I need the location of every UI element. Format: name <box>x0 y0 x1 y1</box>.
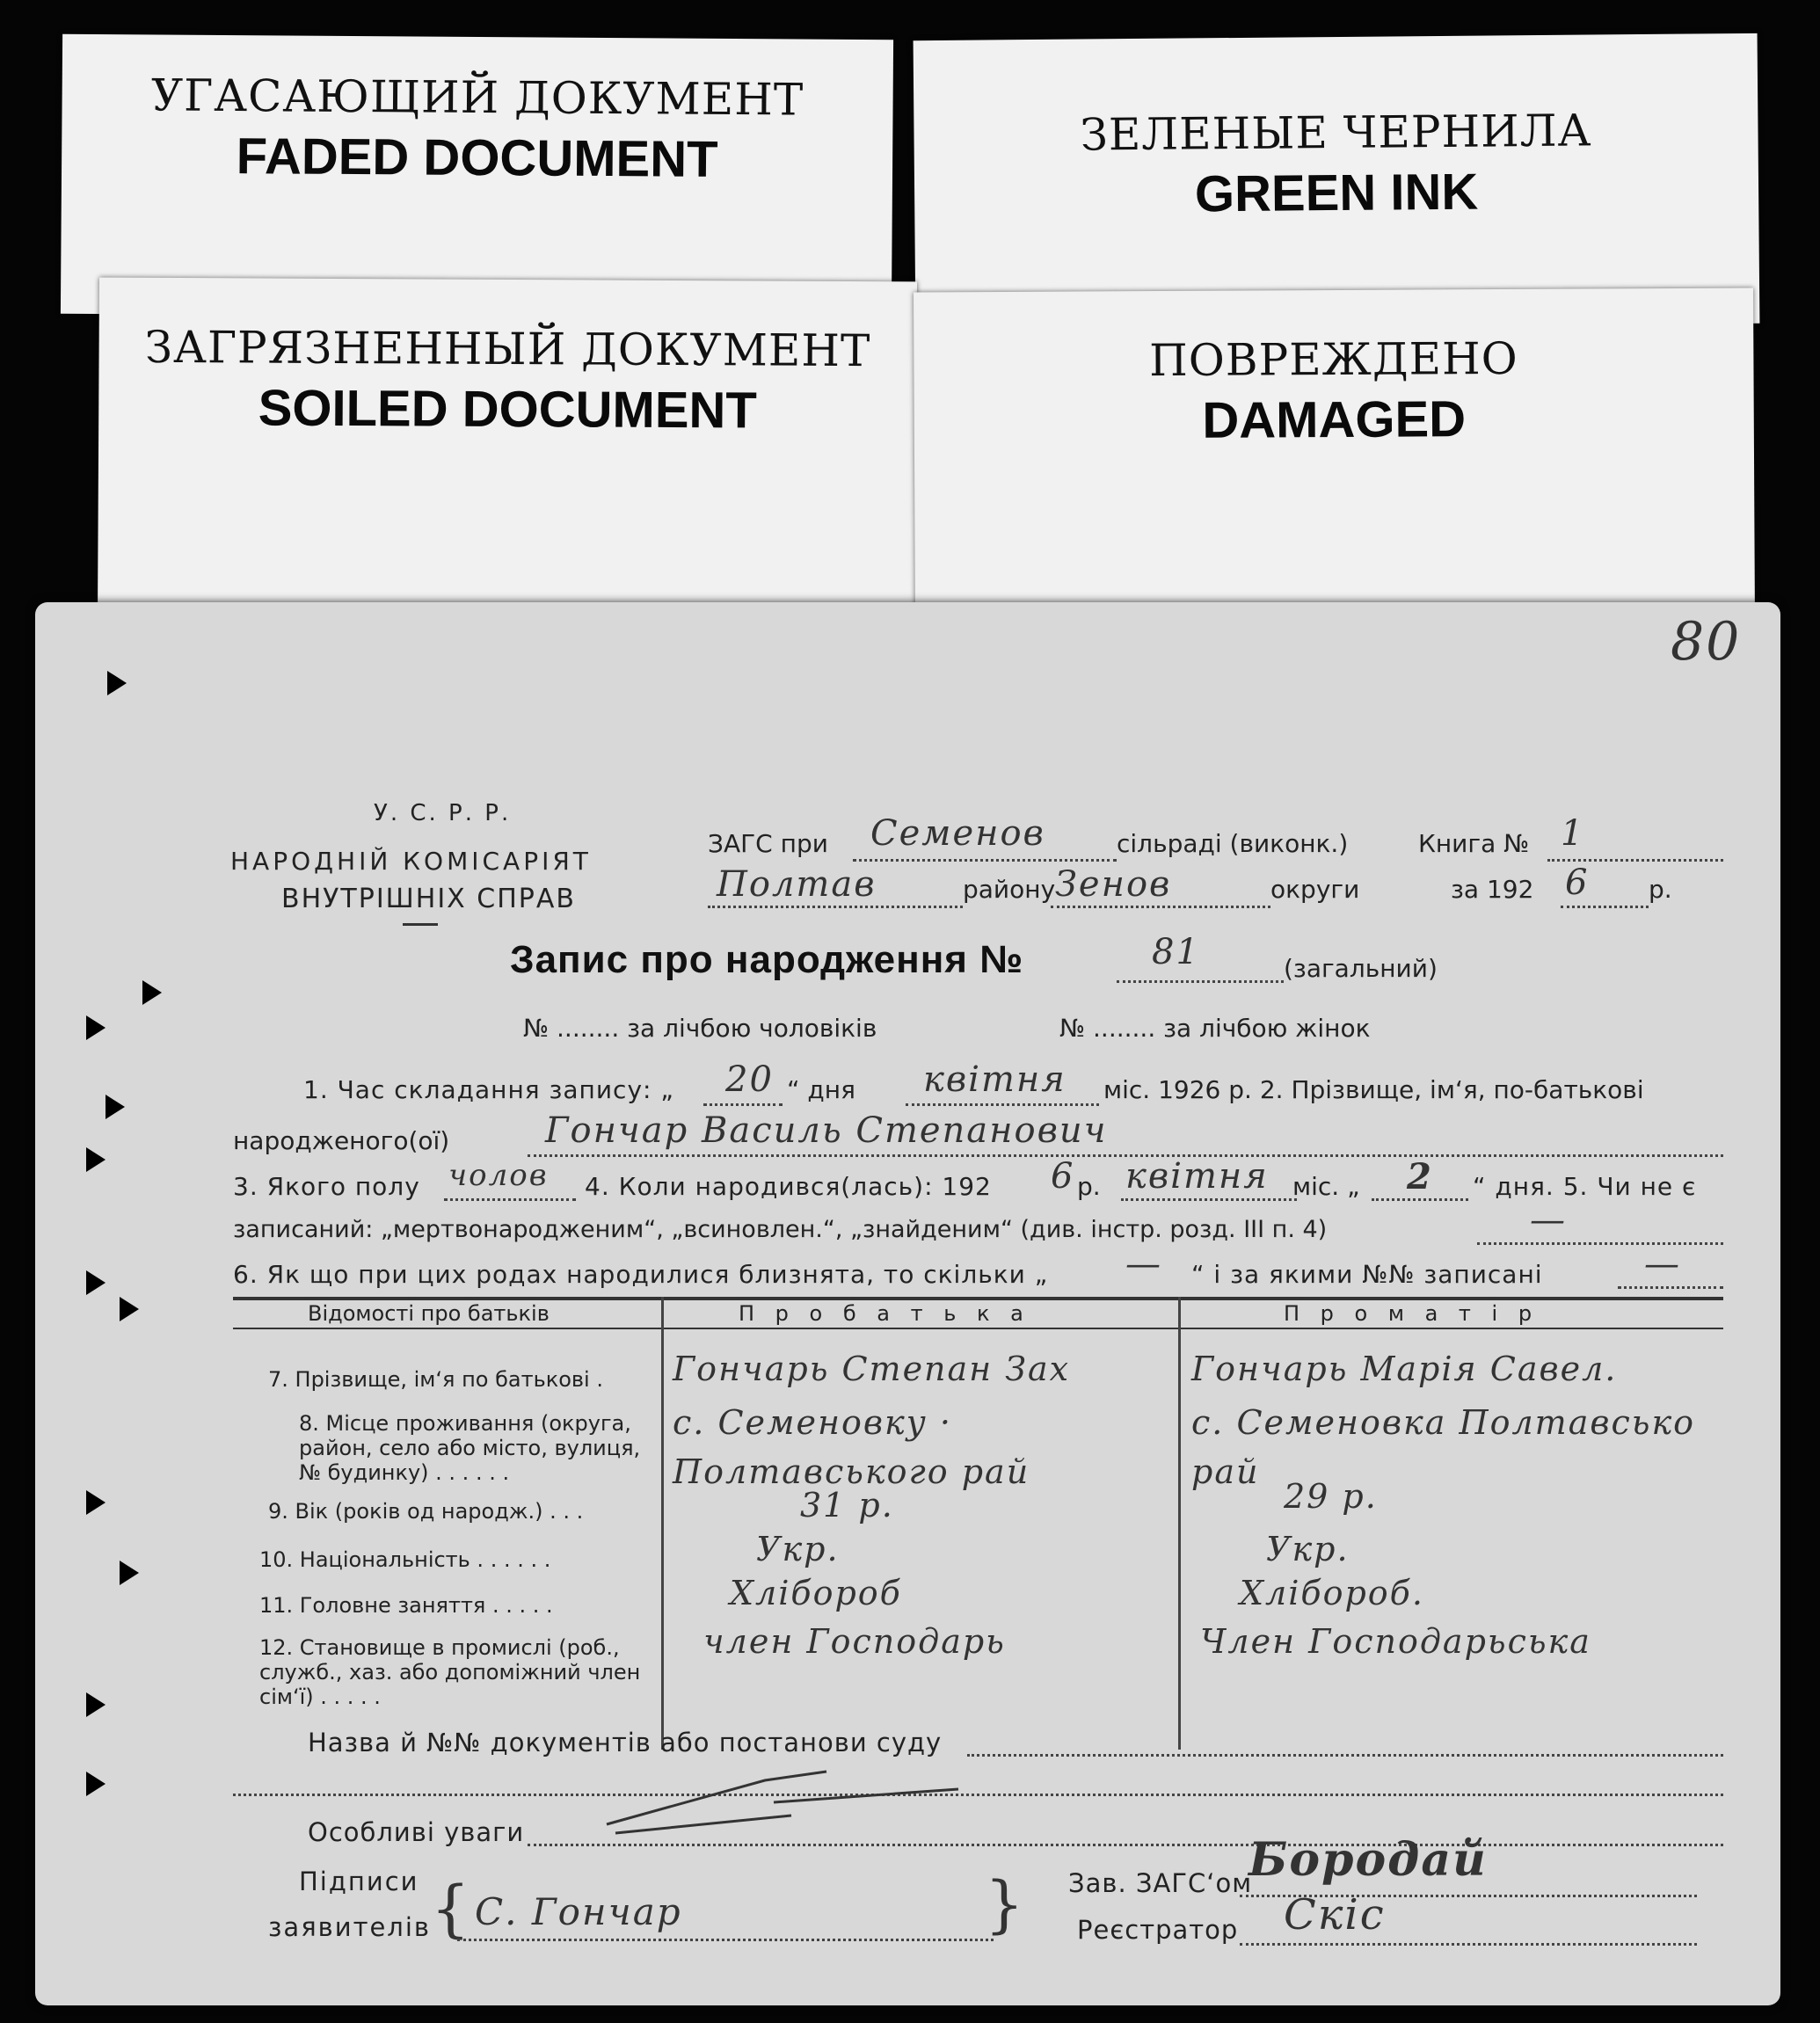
dotted-line <box>233 1794 1723 1796</box>
binder-hole <box>86 1147 106 1172</box>
sticker-en-text: FADED DOCUMENT <box>236 127 718 188</box>
dotted-line <box>853 859 1117 862</box>
applicants-label-1: Підписи <box>299 1867 419 1896</box>
zags-village-value: Семенов <box>870 813 1045 854</box>
birth-year-value: 6 <box>1051 1156 1075 1197</box>
binder-hole <box>86 1270 106 1295</box>
sticker-en-text: GREEN INK <box>1194 163 1479 223</box>
page-number: 80 <box>1671 611 1742 673</box>
item6-label: 6. Як що при цих родах народилися близнята, то скільки „ <box>233 1260 1049 1289</box>
binder-hole <box>120 1297 139 1321</box>
header-line-3: ВНУТРІШНІХ СПРАВ <box>281 884 576 914</box>
sex-value: чолов <box>448 1158 549 1193</box>
scribble-strike <box>598 1763 967 1842</box>
registrar-label: Реєстратор <box>1077 1915 1239 1945</box>
dotted-line <box>1372 1198 1468 1201</box>
applicants-label-2: заявителів <box>268 1912 431 1942</box>
record-number: 81 <box>1152 932 1200 972</box>
dotted-line <box>703 1103 783 1106</box>
item1-month: квітня <box>923 1059 1067 1100</box>
child-name-value: Гончар Василь Степанович <box>545 1110 1108 1151</box>
item5-label: записаний: „мертвонародженим“, „всиновлен.“, „знайденим“ (див. інстр. розд. III п. 4) <box>233 1216 1328 1243</box>
binder-hole <box>86 1015 106 1040</box>
row-label: 9. Вік (років од народж.) . . . <box>268 1499 584 1524</box>
notes-label: Особливі уваги <box>308 1817 525 1847</box>
dotted-line <box>1547 859 1723 862</box>
table-top-rule <box>233 1297 1723 1300</box>
documents-label: Назва й №№ документів або постанови суду <box>308 1728 943 1757</box>
okrug-label: округи <box>1270 875 1360 904</box>
dotted-line <box>457 1939 994 1941</box>
head-label: Зав. ЗАГС‘ом <box>1068 1868 1253 1898</box>
okrug-value: Зенов <box>1055 864 1172 905</box>
table-column-divider <box>661 1297 664 1750</box>
sticker-ru-text: УГАСАЮЩИЙ ДОКУМЕНТ <box>150 69 804 126</box>
district-value: Полтав <box>717 864 877 905</box>
item1-day: 20 <box>725 1059 774 1100</box>
item3-label: 3. Якого полу <box>233 1172 420 1201</box>
head-signature: Бородай <box>1249 1833 1488 1887</box>
applicant-signature: С. Гончар <box>475 1890 682 1933</box>
mother-age-value: 29 р. <box>1284 1477 1378 1516</box>
year-suffix: р. <box>1649 875 1672 904</box>
item5-intro: “ дня. 5. Чи не є <box>1473 1172 1697 1201</box>
record-title: Запис про народження № <box>510 938 1024 981</box>
sticker-ru-text: ЗАГРЯЗНЕННЫЙ ДОКУМЕНТ <box>144 321 871 377</box>
dotted-line <box>1051 906 1270 908</box>
birth-day-value: 2 <box>1407 1156 1433 1197</box>
sticker-en-text: DAMAGED <box>1202 390 1467 449</box>
row-label: 10. Національність . . . . . . <box>259 1547 551 1572</box>
binder-hole <box>120 1561 139 1585</box>
women-count-label: № ........ за лічбою жінок <box>1059 1014 1371 1043</box>
district-label: району <box>963 875 1056 904</box>
sticker-ru-text: ПОВРЕЖДЕНО <box>1149 332 1518 387</box>
binder-hole <box>86 1692 106 1717</box>
sticker-en-text: SOILED DOCUMENT <box>258 379 757 440</box>
row-label: 7. Прізвище, ім‘я по батькові . <box>268 1367 603 1392</box>
dotted-line <box>1117 980 1284 983</box>
binder-hole <box>142 980 162 1005</box>
year-label: за 192 <box>1451 875 1534 904</box>
binder-hole <box>106 1095 125 1119</box>
zags-suffix: сільраді (виконк.) <box>1117 829 1349 858</box>
birth-month-value: квітня <box>1125 1156 1269 1197</box>
brace-mark: } <box>985 1868 1024 1940</box>
dotted-line <box>967 1754 1723 1757</box>
book-value: 1 <box>1561 813 1585 854</box>
table-header-rule <box>233 1328 1723 1329</box>
dotted-line <box>1477 1242 1723 1245</box>
item4-label: 4. Коли народився(лась): 192 <box>585 1172 992 1201</box>
soiled-document-sticker <box>98 278 917 625</box>
father-occupation-value: Хлібороб <box>730 1574 902 1612</box>
row-label: 12. Становище в промислі (роб., служб., хаз. або допоміжний член сім‘ї) . . . . . <box>259 1635 641 1709</box>
dotted-line <box>906 1103 1099 1106</box>
record-title-suffix: (загальний) <box>1284 954 1438 983</box>
row-label: 8. Місце проживання (округа, район, село або місто, вулиця, № будинку) . . . . . . <box>299 1411 641 1485</box>
green-ink-sticker <box>914 33 1760 331</box>
twins-numbers-value: — <box>1644 1244 1681 1284</box>
item5-value: — <box>1530 1200 1567 1241</box>
dotted-line <box>708 906 963 908</box>
father-nationality-value: Укр. <box>756 1530 840 1568</box>
mother-name-value: Гончарь Марія Савел. <box>1191 1350 1618 1388</box>
dotted-line <box>1121 1198 1297 1201</box>
table-column-divider <box>1178 1297 1181 1750</box>
zags-prefix: ЗАГС при <box>708 829 828 858</box>
dotted-line <box>444 1198 576 1201</box>
birth-mis: міс. „ <box>1292 1172 1360 1201</box>
item1-mid: “ дня <box>787 1075 855 1104</box>
item1-label: 1. Час складання запису: „ <box>303 1075 674 1104</box>
registrar-signature: Скіс <box>1284 1890 1386 1939</box>
father-name-value: Гончарь Степан Зах <box>673 1350 1071 1388</box>
mother-position-value: Член Господарьська <box>1200 1622 1591 1661</box>
damaged-sticker <box>914 288 1755 627</box>
mother-occupation-value: Хлібороб. <box>1240 1574 1424 1612</box>
table-header-info: Відомості про батьків <box>308 1301 550 1326</box>
row-label: 11. Головне заняття . . . . . <box>259 1593 553 1618</box>
sticker-ru-text: ЗЕЛЕНЫЕ ЧЕРНИЛА <box>1080 105 1592 161</box>
binder-hole <box>86 1490 106 1515</box>
binder-hole <box>86 1772 106 1796</box>
dotted-line <box>1240 1943 1697 1946</box>
mother-nationality-value: Укр. <box>1266 1530 1350 1568</box>
brace-mark: { <box>431 1873 470 1945</box>
header-line-1: У. С. Р. Р. <box>374 800 512 826</box>
birth-r: р. <box>1077 1172 1101 1201</box>
twins-count-value: — <box>1125 1244 1162 1284</box>
birth-record-form <box>35 602 1780 2005</box>
header-line-2: НАРОДНІЙ КОМІСАРІЯТ <box>230 847 592 876</box>
header-divider <box>403 923 438 926</box>
father-age-value: 31 р. <box>800 1486 894 1525</box>
men-count-label: № ........ за лічбою чоловіків <box>523 1014 877 1043</box>
dotted-line <box>1561 906 1649 908</box>
item1-suffix: міс. 1926 р. 2. Прізвище, ім‘я, по-батькові <box>1103 1075 1644 1104</box>
table-header-mother: П р о м а т і р <box>1284 1301 1540 1326</box>
dotted-line <box>1618 1286 1723 1289</box>
faded-document-sticker <box>61 34 893 320</box>
item6-rest: “ і за якими №№ записані <box>1191 1260 1543 1289</box>
year-value: 6 <box>1565 862 1590 903</box>
item2-label: народженого(ої) <box>233 1126 450 1155</box>
father-residence-value: с. Семеновку · Полтавського рай <box>673 1403 1030 1491</box>
mother-residence-value: с. Семеновка Полтавсько рай <box>1191 1403 1696 1491</box>
father-position-value: член Господарь <box>703 1622 1006 1661</box>
binder-hole <box>107 671 127 695</box>
table-header-father: П р о б а т ь к а <box>739 1301 1030 1326</box>
dotted-line <box>528 1844 1723 1846</box>
book-label: Книга № <box>1418 829 1530 858</box>
